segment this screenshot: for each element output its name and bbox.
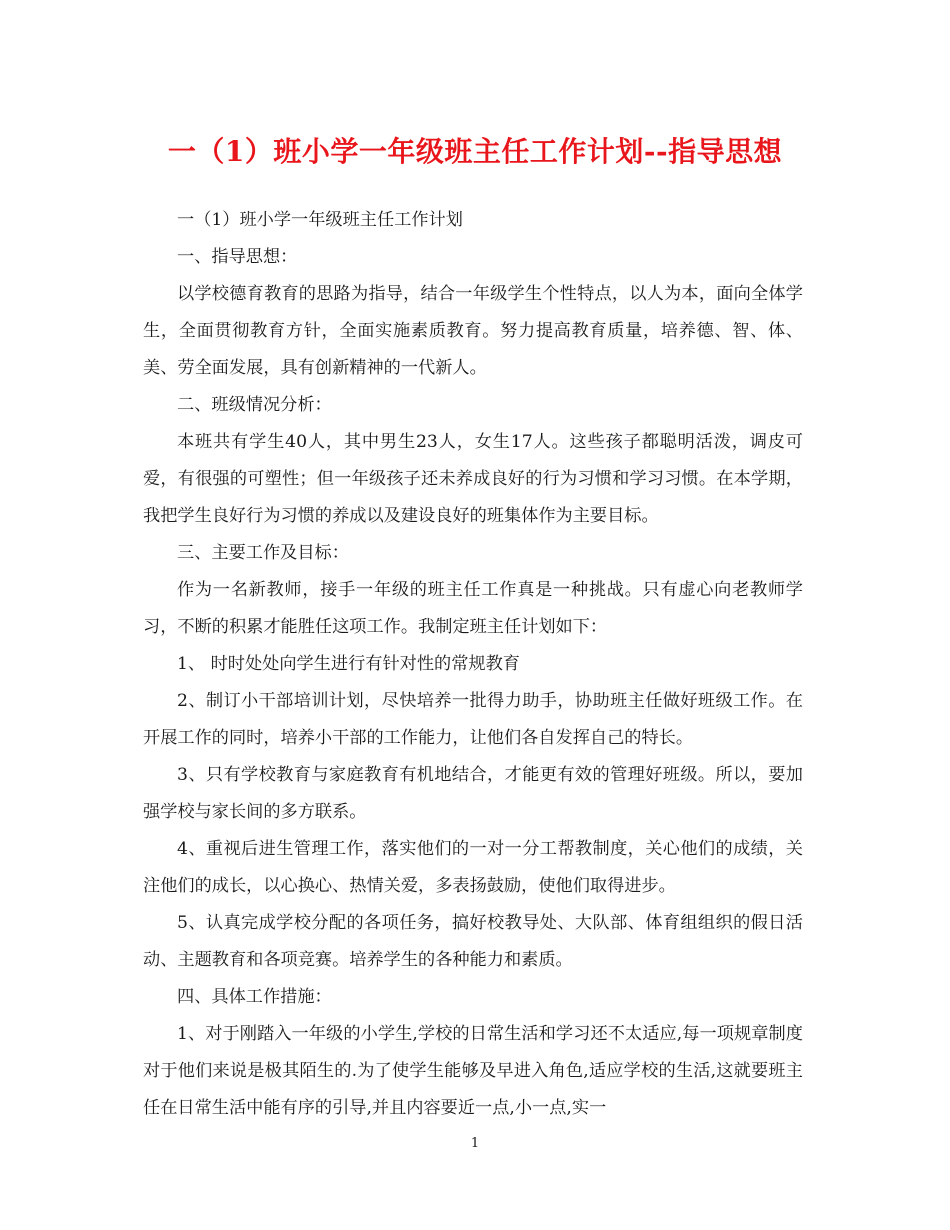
subtitle-paragraph: 一（1）班小学一年级班主任工作计划 [177,210,463,230]
document-body [143,202,803,1127]
list-item: 4、重视后进生管理工作，落实他们的一对一分工帮教制度，关心他们的成绩，关注他们的成长，以心换心、热情关爱，多表扬鼓励，使他们取得进步。 [143,839,803,896]
section-heading-main-work: 三、主要工作及目标： [177,543,349,563]
body-paragraph: 以学校德育教育的思路为指导，结合一年级学生个性特点，以人为本，面向全体学生，全面贯彻教育方针，全面实施素质教育。努力提高教育质量，培养德、智、体、美、劳全面发展，具有创新精神的一代新人。 [143,284,803,378]
body-paragraph: 本班共有学生40人，其中男生23人，女生17人。这些孩子都聪明活泼，调皮可爱，有很强的可塑性；但一年级孩子还未养成良好的行为习惯和学习习惯。在本学期，我把学生良好行为习惯的养成以及建设良好的班集体作为主要目标。 [143,432,803,526]
page-number: 1 [470,1136,480,1151]
list-item: 5、认真完成学校分配的各项任务，搞好校教导处、大队部、体育组组织的假日活动、主题教育和各项竞赛。培养学生的各种能力和素质。 [143,913,803,970]
list-item: 1、 时时处处向学生进行有针对性的常规教育 [177,654,520,674]
section-heading-class-analysis: 二、班级情况分析： [177,395,332,415]
document-title: 一（1）班小学一年级班主任工作计划--指导思想 [167,135,783,168]
section-heading-guiding-thought: 一、指导思想： [177,247,298,267]
section-heading-measures: 四、具体工作措施： [177,987,332,1007]
body-paragraph: 作为一名新教师，接手一年级的班主任工作真是一种挑战。只有虚心向老教师学习，不断的积累才能胜任这项工作。我制定班主任计划如下： [143,580,803,637]
list-item: 3、只有学校教育与家庭教育有机地结合，才能更有效的管理好班级。所以，要加强学校与家长间的多方联系。 [143,765,803,822]
list-item: 2、制订小干部培训计划，尽快培养一批得力助手，协助班主任做好班级工作。在开展工作的同时，培养小干部的工作能力，让他们各自发挥自己的特长。 [143,691,803,748]
list-item: 1、对于刚踏入一年级的小学生,学校的日常生活和学习还不太适应,每一项规章制度对于他们来说是极其陌生的.为了使学生能够及早进入角色,适应学校的生活,这就要班主任在日常生活中能有序的引导,并且内容要近一点,小一点,实一 [143,1024,803,1118]
